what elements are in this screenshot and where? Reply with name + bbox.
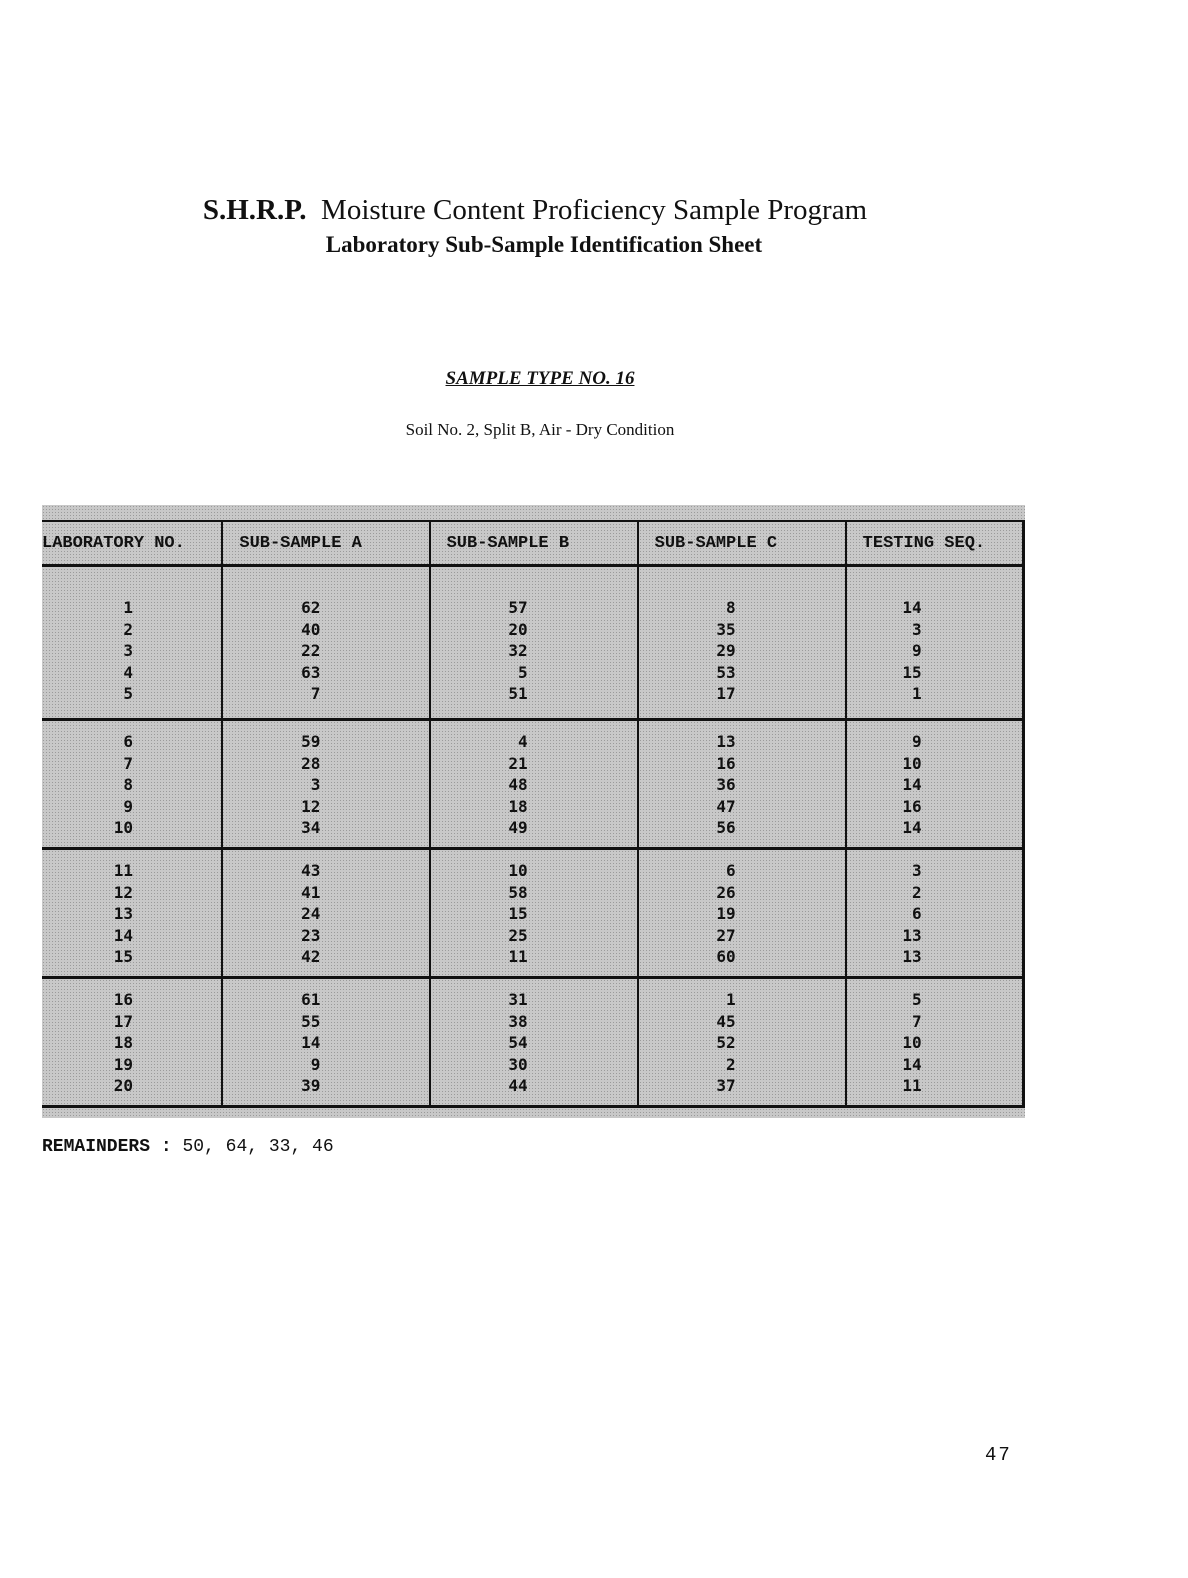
sub-sample-c-value: 37 <box>716 1076 736 1096</box>
sub-sample-a-value: 41 <box>301 882 321 902</box>
column-header-sub-sample-c: SUB-SAMPLE C <box>638 521 846 566</box>
sub-sample-a-value: 24 <box>301 904 321 924</box>
sub-sample-c-value: 47 <box>716 796 736 816</box>
sample-type-heading: SAMPLE TYPE NO. 16 <box>445 368 635 389</box>
laboratory-no-value: 2 <box>123 619 133 639</box>
cell-testing-seq <box>846 978 1024 1107</box>
table-row-group <box>42 566 1024 720</box>
sub-sample-c-value: 26 <box>716 882 736 902</box>
program-name: Moisture Content Proficiency Sample Program <box>321 194 868 226</box>
sub-sample-c-value: 8 <box>726 598 736 617</box>
sub-sample-a-value: 42 <box>301 947 321 967</box>
testing-seq-value: 6 <box>912 904 922 924</box>
laboratory-no-value: 17 <box>113 1011 133 1031</box>
laboratory-no-value: 18 <box>113 1033 133 1053</box>
sheet-subtitle: Laboratory Sub-Sample Identification Sheet <box>325 232 763 257</box>
sub-sample-a-value: 12 <box>301 796 321 816</box>
sub-sample-c-value: 6 <box>726 861 736 880</box>
sub-sample-c-value: 29 <box>716 641 736 661</box>
sub-sample-b-value: 20 <box>508 619 528 639</box>
sub-sample-c-value: 60 <box>716 947 736 967</box>
cell-sub-sample-c <box>638 720 846 849</box>
sub-sample-a-value: 28 <box>301 753 321 773</box>
sub-sample-b-value: 15 <box>508 904 528 924</box>
sub-sample-a-value: 40 <box>301 619 321 639</box>
cell-sub-sample-b <box>430 720 638 849</box>
sub-sample-b-value: 30 <box>508 1054 528 1074</box>
cell-laboratory-no <box>42 849 222 978</box>
cell-sub-sample-a <box>222 849 429 978</box>
testing-seq-value: 11 <box>902 1076 922 1096</box>
cell-sub-sample-c <box>638 849 846 978</box>
testing-seq-value: 9 <box>912 732 922 751</box>
testing-seq-value: 14 <box>902 1054 922 1074</box>
sub-sample-b-value: 21 <box>508 753 528 773</box>
laboratory-no-value: 16 <box>113 990 133 1009</box>
sub-sample-c-value: 19 <box>716 904 736 924</box>
sub-sample-c-value: 52 <box>716 1033 736 1053</box>
sub-sample-a-value: 3 <box>310 775 321 795</box>
sub-sample-b-value: 54 <box>508 1033 528 1053</box>
sub-sample-c-value: 13 <box>716 732 736 751</box>
sub-sample-b-value: 10 <box>508 861 528 880</box>
sub-sample-b-value: 11 <box>508 947 528 967</box>
program-title <box>0 194 1070 227</box>
remainders-line <box>42 1137 334 1157</box>
sub-sample-a-value: 39 <box>301 1076 321 1096</box>
soil-description: Soil No. 2, Split B, Air - Dry Condition <box>405 420 675 439</box>
laboratory-no-value: 15 <box>113 947 133 967</box>
laboratory-no-value: 3 <box>123 641 133 661</box>
sub-sample-b-value: 25 <box>508 925 528 945</box>
sub-sample-c-value: 56 <box>716 818 736 838</box>
sub-sample-table-panel <box>42 505 1025 1118</box>
laboratory-no-value: 13 <box>113 904 133 924</box>
table-row-group <box>42 978 1024 1107</box>
sub-sample-c-value: 27 <box>716 925 736 945</box>
sub-sample-a-value: 63 <box>301 662 321 682</box>
sub-sample-b-value: 32 <box>508 641 528 661</box>
sub-sample-b-value: 58 <box>508 882 528 902</box>
sub-sample-b-value: 5 <box>517 662 528 682</box>
testing-seq-value: 1 <box>912 684 922 704</box>
laboratory-no-value: 10 <box>113 818 133 838</box>
sub-sample-c-value: 35 <box>716 619 736 639</box>
column-header-testing-seq: TESTING SEQ. <box>846 521 1024 566</box>
sub-sample-b-value: 51 <box>508 684 528 704</box>
sub-sample-a-value: 59 <box>301 732 321 751</box>
sub-sample-b-value: 57 <box>508 598 528 617</box>
sub-sample-c-value: 16 <box>716 753 736 773</box>
laboratory-no-value: 6 <box>123 732 133 751</box>
testing-seq-value: 15 <box>902 662 922 682</box>
cell-laboratory-no <box>42 720 222 849</box>
sub-sample-b-value: 18 <box>508 796 528 816</box>
program-abbr: S.H.R.P. <box>202 194 307 226</box>
cell-sub-sample-b <box>430 849 638 978</box>
laboratory-no-value: 5 <box>123 684 133 704</box>
laboratory-no-value: 11 <box>113 861 133 880</box>
sub-sample-table <box>42 520 1025 1108</box>
sub-sample-b-value: 44 <box>508 1076 528 1096</box>
page-number: 47 <box>985 1444 1012 1466</box>
table-row-group <box>42 849 1024 978</box>
testing-seq-value: 3 <box>912 619 922 639</box>
testing-seq-value: 3 <box>912 861 922 880</box>
table-row-group <box>42 720 1024 849</box>
sub-sample-a-value: 22 <box>301 641 321 661</box>
cell-sub-sample-c <box>638 978 846 1107</box>
remainders-values: 50, 64, 33, 46 <box>182 1137 334 1157</box>
sub-sample-a-value: 14 <box>301 1033 321 1053</box>
testing-seq-value: 14 <box>902 598 922 617</box>
testing-seq-value: 9 <box>912 641 922 661</box>
sub-sample-c-value: 17 <box>716 684 736 704</box>
sub-sample-c-value: 2 <box>726 1054 736 1074</box>
testing-seq-value: 5 <box>912 990 922 1009</box>
testing-seq-value: 10 <box>902 753 922 773</box>
cell-testing-seq <box>846 849 1024 978</box>
laboratory-no-value: 19 <box>113 1054 133 1074</box>
sub-sample-c-value: 53 <box>716 662 736 682</box>
sub-sample-c-value: 36 <box>716 775 736 795</box>
column-header-laboratory-no: LABORATORY NO. <box>42 521 222 566</box>
sub-sample-a-value: 62 <box>301 598 321 617</box>
sub-sample-b-value: 49 <box>508 818 528 838</box>
cell-sub-sample-a <box>222 720 429 849</box>
sub-sample-a-value: 61 <box>301 990 321 1009</box>
cell-sub-sample-a <box>222 566 429 720</box>
cell-testing-seq <box>846 566 1024 720</box>
laboratory-no-value: 9 <box>123 796 133 816</box>
sub-sample-a-value: 7 <box>310 684 321 704</box>
sub-sample-b-value: 4 <box>517 732 528 751</box>
laboratory-no-value: 14 <box>113 925 133 945</box>
testing-seq-value: 13 <box>902 947 922 967</box>
laboratory-no-value: 12 <box>113 882 133 902</box>
sub-sample-a-value: 9 <box>310 1054 321 1074</box>
testing-seq-value: 7 <box>912 1011 922 1031</box>
testing-seq-value: 16 <box>902 796 922 816</box>
laboratory-no-value: 7 <box>123 753 133 773</box>
column-header-sub-sample-b: SUB-SAMPLE B <box>430 521 638 566</box>
laboratory-no-value: 20 <box>113 1076 133 1096</box>
sub-sample-a-value: 23 <box>301 925 321 945</box>
sub-sample-c-value: 45 <box>716 1011 736 1031</box>
cell-sub-sample-b <box>430 978 638 1107</box>
testing-seq-value: 2 <box>912 882 922 902</box>
sub-sample-a-value: 34 <box>301 818 321 838</box>
laboratory-no-value: 8 <box>123 775 133 795</box>
cell-testing-seq <box>846 720 1024 849</box>
laboratory-no-value: 1 <box>123 598 133 617</box>
testing-seq-value: 10 <box>902 1033 922 1053</box>
cell-sub-sample-b <box>430 566 638 720</box>
remainders-label: REMAINDERS : <box>42 1137 172 1157</box>
testing-seq-value: 14 <box>902 775 922 795</box>
column-header-sub-sample-a: SUB-SAMPLE A <box>222 521 429 566</box>
sub-sample-a-value: 43 <box>301 861 321 880</box>
cell-sub-sample-c <box>638 566 846 720</box>
testing-seq-value: 14 <box>902 818 922 838</box>
laboratory-no-value: 4 <box>123 662 133 682</box>
cell-sub-sample-a <box>222 978 429 1107</box>
sub-sample-b-value: 31 <box>508 990 528 1009</box>
sub-sample-a-value: 55 <box>301 1011 321 1031</box>
sub-sample-b-value: 38 <box>508 1011 528 1031</box>
table-header-row <box>42 521 1024 566</box>
testing-seq-value: 13 <box>902 925 922 945</box>
sub-sample-b-value: 48 <box>508 775 528 795</box>
cell-laboratory-no <box>42 566 222 720</box>
sub-sample-c-value: 1 <box>726 990 736 1009</box>
cell-laboratory-no <box>42 978 222 1107</box>
